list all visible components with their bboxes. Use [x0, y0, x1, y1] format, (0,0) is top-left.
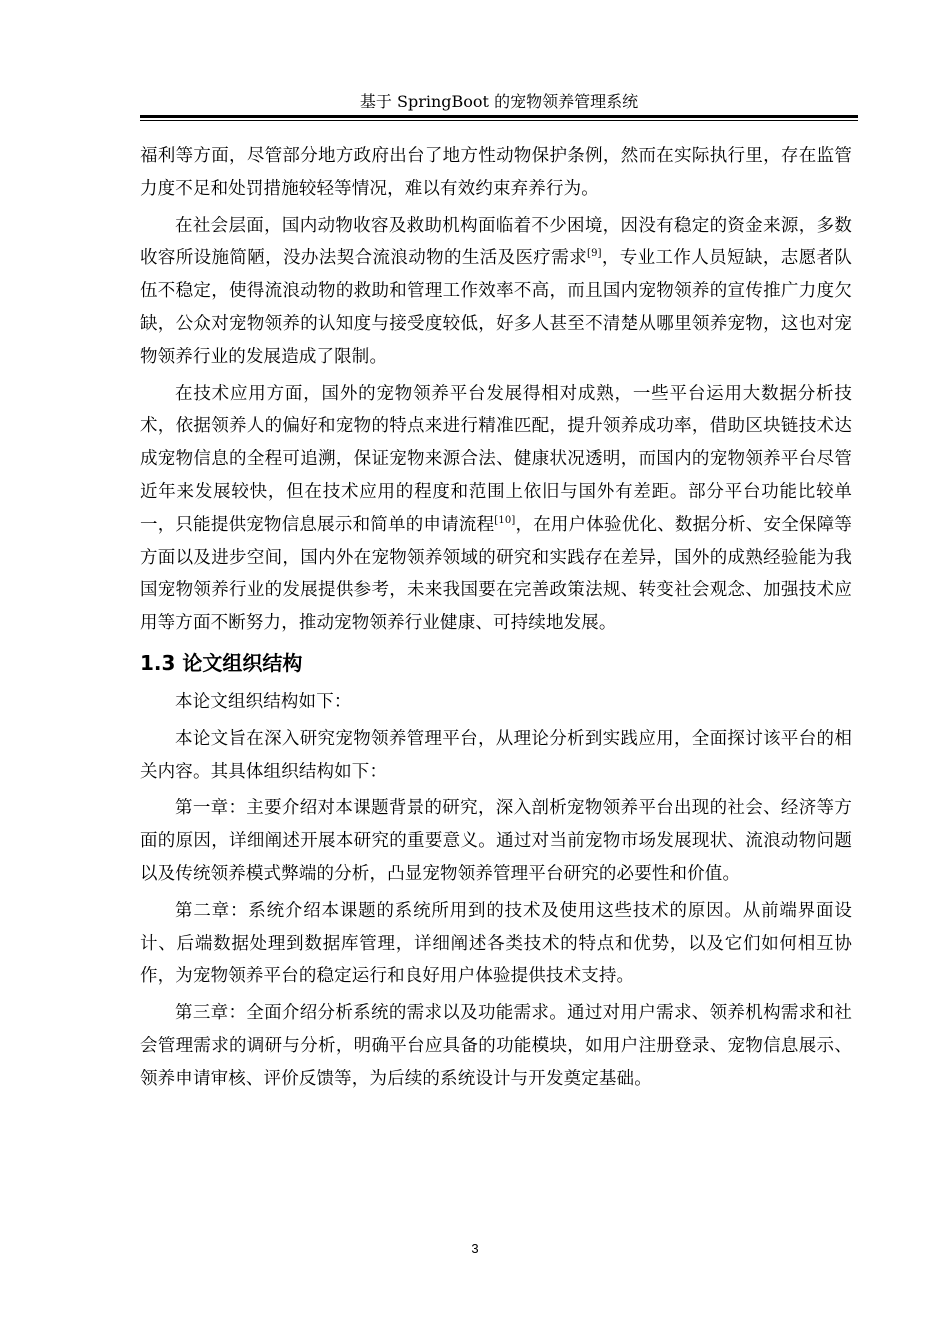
- section-heading: 1.3 论文组织结构: [140, 650, 303, 675]
- paragraph-text: 在社会层面，国内动物收容及救助机构面临着不少困境，因没有稳定的资金来源，多数收容所设施简陋，没办法契合流浪动物的生活及医疗需求: [140, 215, 852, 269]
- citation-ref: [10]: [494, 514, 516, 526]
- paragraph-technology: [140, 378, 852, 640]
- paragraph-chapter-3: 第三章：全面介绍分析系统的需求以及功能需求。通过对用户需求、领养机构需求和社会管理需求的调研与分析，明确平台应具备的功能模块，如用户注册登录、宠物信息展示、领养申请审核、评价反馈等，为后续的系统设计与开发奠定基础。: [140, 1003, 852, 1089]
- paragraph-chapter-1: 第一章：主要介绍对本课题背景的研究，深入剖析宠物领养平台出现的社会、经济等方面的原因，详细阐述开展本研究的重要意义。通过对当前宠物市场发展现状、流浪动物问题以及传统领养模式弊端的分析，凸显宠物领养管理平台研究的必要性和价值。: [140, 798, 852, 884]
- header-rule-thin: [140, 120, 858, 121]
- citation-ref: [9]: [587, 248, 602, 260]
- page-body: [140, 140, 852, 1096]
- paragraph-chapter-2: 第二章：系统介绍本课题的系统所用到的技术及使用这些技术的原因。从前端界面设计、后端数据处理到数据库管理，详细阐述各类技术的特点和优势，以及它们如何相互协作，为宠物领养平台的稳定运行和良好用户体验提供技术支持。: [140, 900, 852, 987]
- paragraph-text: ，专业工作人员短缺，志愿者队伍不稳定，使得流浪动物的救助和管理工作效率不高，而且国内宠物领养的宣传推广力度欠缺，公众对宠物领养的认知度与接受度较低，好多人甚至不清楚从哪里领养宠物，这也对宠物领养行业的发展造成了限制。: [140, 248, 852, 367]
- paragraph-text: 在技术应用方面，国外的宠物领养平台发展得相对成熟，一些平台运用大数据分析技术，依据领养人的偏好和宠物的特点来进行精准匹配，提升领养成功率，借助区块链技术达成宠物信息的全程可追溯，保证宠物来源合法、健康状况透明，而国内的宠物领养平台尽管近年来发展较快，但在技术应用的程度和范围上依旧与国外有差距。部分平台功能比较单一，只能提供宠物信息展示和简单的申请流程: [140, 383, 852, 535]
- paragraph-continued: 福利等方面，尽管部分地方政府出台了地方性动物保护条例，然而在实际执行里，存在监管力度不足和处罚措施较轻等情况，难以有效约束弃养行为。: [140, 146, 852, 199]
- paragraph-social: [140, 210, 852, 374]
- paragraph-intro: 本论文组织结构如下：: [175, 691, 352, 712]
- header-rule: [140, 115, 858, 118]
- paragraph-text: ，在用户体验优化、数据分析、安全保障等方面以及进步空间，国内外在宠物领养领域的研究和实践存在差异，国外的成熟经验能为我国宠物领养行业的发展提供参考，未来我国要在完善政策法规、转变社会观念、加强技术应用等方面不断努力，推动宠物领养行业健康、可持续地发展。: [140, 514, 852, 634]
- page-number: 3: [471, 1241, 479, 1256]
- paragraph-overview: 本论文旨在深入研究宠物领养管理平台，从理论分析到实践应用，全面探讨该平台的相关内容。其具体组织结构如下：: [140, 728, 852, 782]
- running-header: 基于 SpringBoot 的宠物领养管理系统: [359, 92, 639, 111]
